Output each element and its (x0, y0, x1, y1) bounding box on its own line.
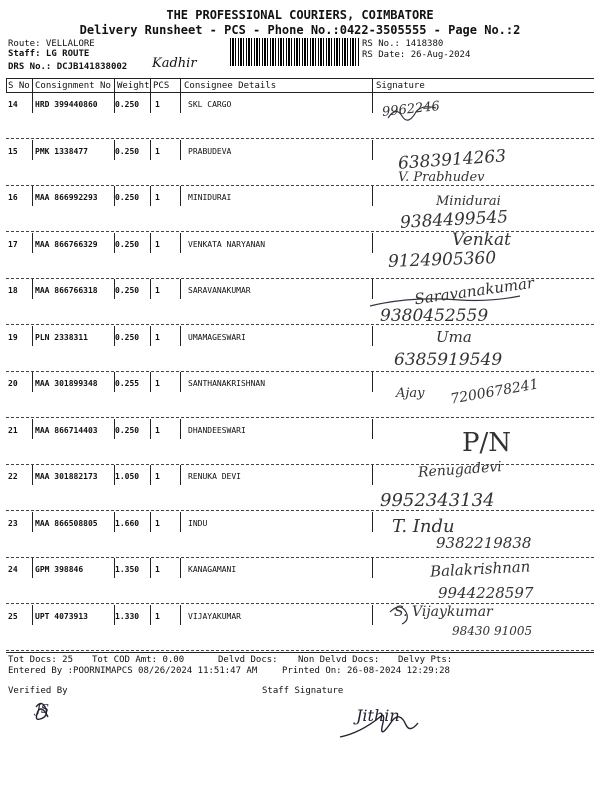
sig-23-name: T. Indu (392, 516, 455, 537)
footer-border (6, 652, 594, 653)
cell-consignee: DHANDEESWARI (188, 426, 246, 435)
cell-pcs: 1 (155, 286, 160, 295)
runsheet-subtitle: Delivery Runsheet - PCS - Phone No.:0422-3505555 - Page No.:2 (79, 23, 521, 37)
cell-consignment: UPT 4073913 (35, 612, 88, 621)
sig-24-name: Balakrishnan (429, 557, 531, 581)
cell-sno: 25 (8, 612, 18, 621)
staff-signature: Jithin (356, 706, 400, 725)
cell-pcs: 1 (155, 100, 160, 109)
sig-20-name: Ajay (396, 386, 425, 401)
cell-sno: 14 (8, 100, 18, 109)
cell-consignment: MAA 866766329 (35, 240, 98, 249)
cell-weight: 0.250 (115, 426, 140, 435)
sig-25-name: S. Vijaykumar (394, 604, 493, 620)
sig-19-phone: 6385919549 (394, 350, 503, 370)
cell-weight: 0.250 (115, 147, 140, 156)
sig-16-name: Minidurai (436, 194, 501, 209)
route-label: Route: VELLALORE (8, 39, 95, 49)
cell-pcs: 1 (155, 426, 160, 435)
cell-pcs: 1 (155, 379, 160, 388)
cell-consignment: PLN 2338311 (35, 333, 88, 342)
cell-consignee: PRABUDEVA (188, 147, 232, 156)
sig-23-phone: 9382219838 (436, 534, 532, 552)
sig-15-name: V. Prabhudev (398, 170, 485, 185)
sig-17-phone: 9124905360 (387, 248, 497, 272)
cell-consignee: VIJAYAKUMAR (188, 612, 241, 621)
drs-number: DRS No.: DCJB141838002 (8, 62, 128, 72)
cell-consignee: SARAVANAKUMAR (188, 286, 251, 295)
cell-sno: 20 (8, 379, 18, 388)
cell-weight: 0.250 (115, 333, 140, 342)
cell-pcs: 1 (155, 472, 160, 481)
cell-pcs: 1 (155, 612, 160, 621)
entered-by: Entered By :POORNIMAPCS 08/26/2024 11:51:47 AM (8, 666, 258, 676)
cell-consignment: MAA 866992293 (35, 193, 98, 202)
cell-weight: 0.250 (115, 100, 140, 109)
cell-consignee: RENUKA DEVI (188, 472, 241, 481)
cell-sno: 16 (8, 193, 18, 202)
sig-22-name: Renugadevi (417, 459, 503, 481)
cell-sno: 23 (8, 519, 18, 528)
sig-15-phone: 6383914263 (397, 146, 507, 174)
cell-consignment: MAA 301899348 (35, 379, 98, 388)
delivery-points: Delvy Pts: (398, 655, 453, 665)
rs-date: RS Date: 26-Aug-2024 (362, 50, 471, 60)
rs-number: RS No.: 1418380 (362, 39, 444, 49)
cell-weight: 0.250 (115, 193, 140, 202)
sig-22-phone: 9952343134 (380, 490, 495, 511)
non-delivered-docs: Non Delvd Docs: (298, 655, 380, 665)
cell-pcs: 1 (155, 240, 160, 249)
cell-consignment: MAA 866714403 (35, 426, 98, 435)
verified-by-label: Verified By (8, 686, 68, 696)
cell-consignee: KANAGAMANI (188, 565, 237, 574)
cell-sno: 18 (8, 286, 18, 295)
cell-pcs: 1 (155, 519, 160, 528)
sig-25-phone: 98430 91005 (452, 624, 533, 638)
cell-sno: 22 (8, 472, 18, 481)
col-consignment: Consignment No (35, 81, 111, 91)
cell-consignee: SKL CARGO (188, 100, 232, 109)
cell-weight: 0.255 (115, 379, 140, 388)
cell-consignment: PMK 1338477 (35, 147, 88, 156)
cell-consignment: HRD 399440860 (35, 100, 98, 109)
staff-label: Staff: LG ROUTE (8, 49, 90, 59)
col-signature: Signature (376, 81, 425, 91)
cell-weight: 1.350 (115, 565, 140, 574)
cell-consignee: SANTHANAKRISHNAN (188, 379, 266, 388)
company-title: THE PROFESSIONAL COURIERS, COIMBATORE (166, 8, 434, 22)
cell-consignee: VENKATA NARYANAN (188, 240, 266, 249)
cell-sno: 21 (8, 426, 18, 435)
printed-on: Printed On: 26-08-2024 12:29:28 (282, 666, 450, 676)
cell-consignment: GPM 398846 (35, 565, 84, 574)
sig-14: 9962246 (381, 99, 441, 120)
sig-19-name: Uma (436, 328, 472, 346)
verified-by-signature: JS (36, 702, 50, 716)
sig-18-name: Saravanakumar (413, 273, 536, 309)
sig-24-phone: 9944228597 (438, 584, 534, 602)
cell-sno: 19 (8, 333, 18, 342)
col-consignee: Consignee Details (184, 81, 277, 91)
sig-18-phone: 9380452559 (380, 306, 489, 326)
cell-sno: 24 (8, 565, 18, 574)
cell-consignment: MAA 301882173 (35, 472, 98, 481)
sig-16-phone: 9384499545 (399, 207, 509, 233)
cell-consignee: UMAMAGESWARI (188, 333, 246, 342)
delivered-docs: Delvd Docs: (218, 655, 278, 665)
total-docs: Tot Docs: 25 (8, 655, 74, 665)
sig-21: P/N (462, 428, 512, 458)
cell-sno: 15 (8, 147, 18, 156)
cell-pcs: 1 (155, 193, 160, 202)
cell-weight: 1.660 (115, 519, 140, 528)
cell-pcs: 1 (155, 565, 160, 574)
cell-consignee: INDU (188, 519, 208, 528)
cell-weight: 0.250 (115, 286, 140, 295)
cell-weight: 0.250 (115, 240, 140, 249)
cell-consignee: MINIDURAI (188, 193, 232, 202)
cell-weight: 1.330 (115, 612, 140, 621)
cell-weight: 1.050 (115, 472, 140, 481)
col-pcs: PCS (153, 81, 170, 91)
staff-signature-label: Staff Signature (262, 686, 344, 696)
cell-consignment: MAA 866508805 (35, 519, 98, 528)
header-handwritten-signature: Kadhir (152, 56, 197, 71)
col-weight: Weight (117, 81, 150, 91)
cell-pcs: 1 (155, 333, 160, 342)
col-sno: S No (8, 81, 30, 91)
cell-sno: 17 (8, 240, 18, 249)
total-cod: Tot COD Amt: 0.00 (92, 655, 185, 665)
sig-20-phone: 7200678241 (449, 376, 540, 408)
cell-pcs: 1 (155, 147, 160, 156)
sig-17-name: Venkat (452, 230, 511, 250)
cell-consignment: MAA 866766318 (35, 286, 98, 295)
